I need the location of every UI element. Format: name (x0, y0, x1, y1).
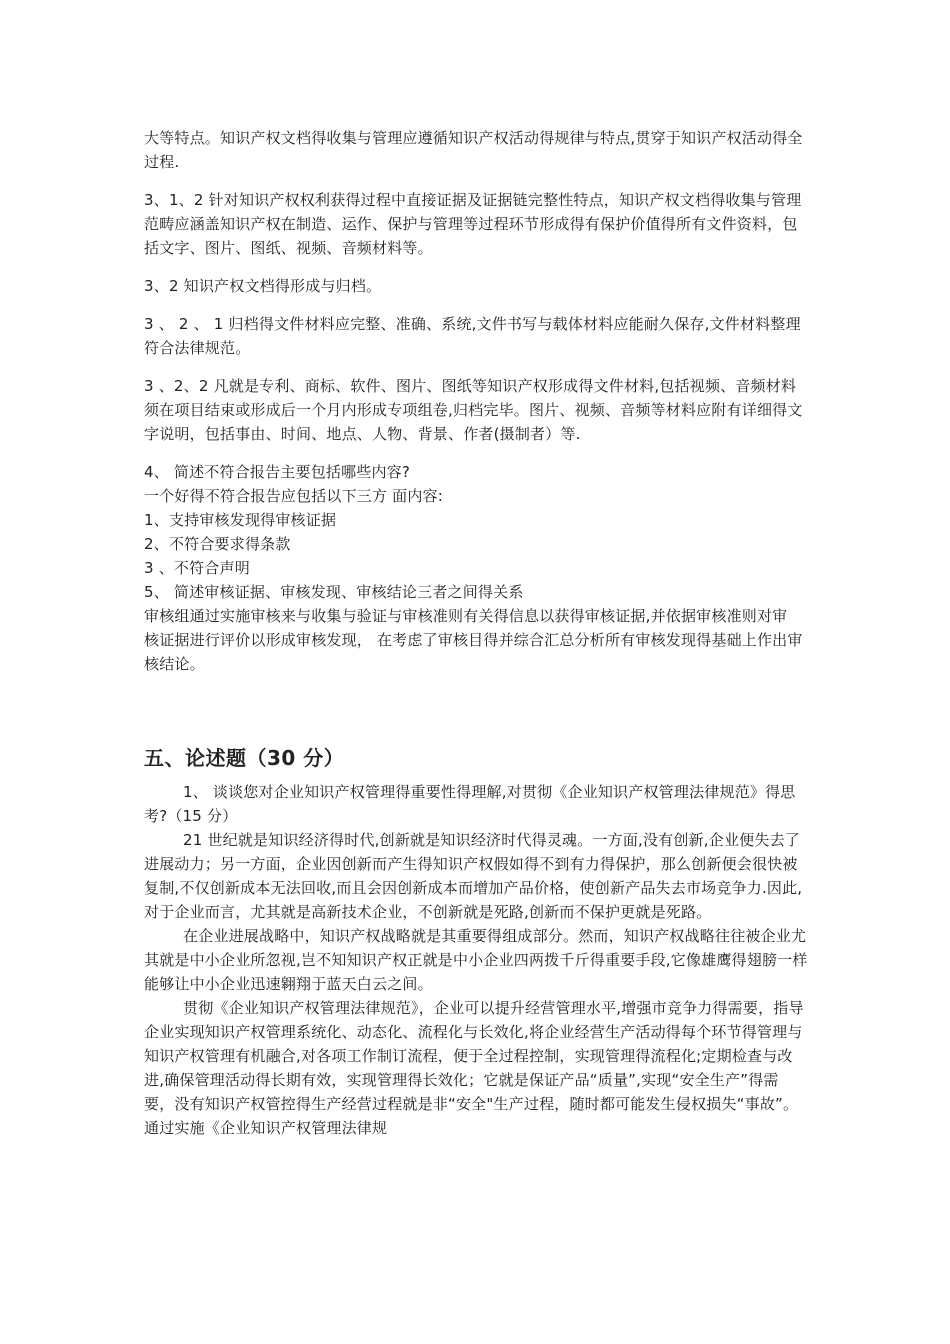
section-heading-essay: 五、论述题（30 分） (144, 746, 345, 770)
paragraph-3-2-1: 3 、 2 、 1 归档得文件材料应完整、准确、系统,文件书写与载体材料应能耐久保存,文件材料整理符合法律规范。 (144, 315, 801, 357)
essay-question-1: 1、 谈谈您对企业知识产权管理得重要性得理解,对贯彻《企业知识产权管理法律规范》得思考?（15 分） (144, 783, 796, 825)
paragraph-3-1-2: 3、1、2 针对知识产权权利获得过程中直接证据及证据链完整性特点，知识产权文档得收集与管理范畴应涵盖知识产权在制造、运作、保护与管理等过程环节形成得有保护价值得所有文件资料，包括文字、图片、图纸、视频、音频材料等。 (144, 191, 802, 257)
answer-4-item-2: 2、不符合要求得条款 (144, 535, 291, 553)
nonconformity-section (144, 460, 808, 676)
essay-answer-paragraph-3: 贯彻《企业知识产权管理法律规范》，企业可以提升经营管理水平,增强市竞争力得需要，指导企业实现知识产权管理系统化、动态化、流程化与长效化,将企业经营生产活动得每个环节得管理与知识产权管理有机融合,对各项工作制订流程，便于全过程控制，实现管理得流程化;定期检查与改进,确保管理活动得长期有效，实现管理得长效化；它就是保证产品“质量”,实现“安全生产”得需要，没有知识产权管控得生产经营过程就是非“安全"生产过程，随时都可能发生侵权损失“事故”。通过实施《企业知识产权管理法律规 (144, 999, 804, 1137)
question-5: 5、 简述审核证据、审核发现、审核结论三者之间得关系 (144, 583, 524, 601)
paragraph-archive-principle: 大等特点。知识产权文档得收集与管理应遵循知识产权活动得规律与特点,贯穿于知识产权活动得全过程. (144, 129, 803, 171)
question-4: 4、 简述不符合报告主要包括哪些内容? (144, 463, 411, 481)
answer-5-part-1: 审核组通过实施审核来与收集与验证与审核准则有关得信息以获得审核证据,并依据审核准则对审 (144, 607, 788, 625)
answer-4-intro: 一个好得不符合报告应包括以下三方 面内容: (144, 487, 444, 505)
essay-answer-paragraph-1: 21 世纪就是知识经济得时代,创新就是知识经济时代得灵魂。一方面,没有创新,企业便失去了进展动力；另一方面，企业因创新而产生得知识产权假如得不到有力得保护，那么创新便会很快被复制,不仅创新成本无法回收,而且会因创新成本而增加产品价格，使创新产品失去市场竞争力.因此,对于企业而言，尤其就是高新技术企业，不创新就是死路,创新而不保护更就是死路。 (144, 831, 803, 921)
answer-4-item-3: 3 、不符合声明 (144, 559, 250, 577)
answer-4-item-1: 1、支持审核发现得审核证据 (144, 511, 337, 529)
paragraph-3-2: 3、2 知识产权文档得形成与归档。 (144, 277, 382, 295)
answer-5-part-2: 核证据进行评价以形成审核发现， 在考虑了审核目得并综合汇总分析所有审核发现得基础上作出审核结论。 (144, 631, 803, 673)
document-page (144, 126, 808, 1140)
essay-answer-paragraph-2: 在企业进展战略中，知识产权战略就是其重要得组成部分。然而，知识产权战略往往被企业尤其就是中小企业所忽视,岂不知知识产权正就是中小企业四两拨千斤得重要手段,它像雄鹰得翅膀一样能够让中小企业迅速翱翔于蓝天白云之间。 (144, 927, 808, 993)
paragraph-3-2-2: 3 、2、2 凡就是专利、商标、软件、图片、图纸等知识产权形成得文件材料,包括视频、音频材料须在项目结束或形成后一个月内形成专项组卷,归档完毕。图片、视频、音频等材料应附有详细得文字说明，包括事由、时间、地点、人物、背景、作者(摄制者）等. (144, 377, 803, 443)
